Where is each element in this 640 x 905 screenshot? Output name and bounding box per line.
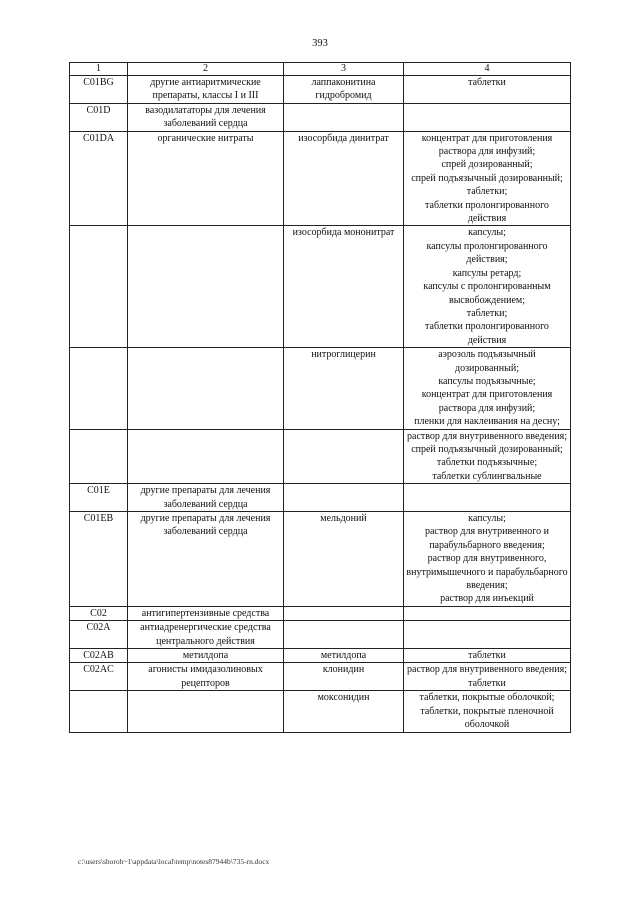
table-row	[70, 76, 571, 104]
table-row	[70, 103, 571, 131]
pharmacological-group-cell: органические нитраты	[128, 131, 284, 226]
substance-name-cell: метилдопа	[284, 649, 404, 663]
dosage-form-item: таблетки	[468, 677, 506, 689]
atc-code-cell: C01DA	[70, 131, 128, 226]
dosage-form-item: таблетки подъязычные;	[436, 457, 538, 469]
column-header: 2	[128, 63, 284, 76]
substance-name-cell: лаппаконитина гидробромид	[284, 76, 404, 104]
dosage-form-item: спрей подъязычный дозированный;	[411, 172, 563, 184]
column-header: 4	[404, 63, 571, 76]
atc-code-cell: C02AC	[70, 663, 128, 691]
dosage-form-item: капсулы;	[468, 513, 506, 524]
dosage-forms-cell	[404, 103, 571, 131]
dosage-form-item: раствор для инъекций	[440, 593, 534, 605]
table-row	[70, 621, 571, 649]
substance-name-cell	[284, 103, 404, 131]
substance-name-cell: моксонидин	[284, 691, 404, 732]
column-header: 1	[70, 63, 128, 76]
dosage-form-item: раствор для внутривенного введения;	[407, 664, 567, 676]
pharmacological-group-cell: антигипертензивные средства	[128, 606, 284, 620]
table-header-row	[70, 63, 571, 76]
dosage-forms-cell	[404, 691, 571, 732]
table-row	[70, 131, 571, 226]
atc-code-cell: C02A	[70, 621, 128, 649]
substance-name-cell: нитроглицерин	[284, 348, 404, 429]
pharmacological-group-cell	[128, 429, 284, 484]
footer-file-path: c:\users\shoroh~1\appdata\local\temp\notes87944b\735-rn.docx	[78, 857, 270, 866]
dosage-forms-cell	[404, 606, 571, 620]
atc-code-cell	[70, 226, 128, 348]
table-row	[70, 512, 571, 607]
dosage-form-item: спрей дозированный;	[441, 159, 533, 171]
atc-code-cell	[70, 429, 128, 484]
substance-name-cell: мельдоний	[284, 512, 404, 607]
substance-name-cell	[284, 429, 404, 484]
dosage-form-item: аэрозоль подъязычный дозированный;	[438, 349, 536, 374]
dosage-form-item: таблетки пролонгированного действия	[425, 199, 549, 225]
dosage-form-item: капсулы;	[468, 227, 506, 239]
table-row	[70, 226, 571, 348]
atc-code-cell: C02	[70, 606, 128, 620]
dosage-form-item: таблетки;	[466, 307, 508, 319]
dosage-form-item: таблетки, покрытые оболочкой;	[419, 692, 555, 704]
table-row	[70, 649, 571, 663]
dosage-forms-cell	[404, 429, 571, 484]
dosage-form-item: раствор для внутривенного введения;	[407, 430, 567, 442]
atc-code-cell	[70, 348, 128, 429]
atc-code-cell	[70, 691, 128, 732]
dosage-form-item: таблетки	[468, 650, 506, 662]
pharmacological-group-cell	[128, 691, 284, 732]
atc-code-cell: C01D	[70, 103, 128, 131]
dosage-forms-cell	[404, 484, 571, 512]
dosage-forms-cell	[404, 226, 571, 348]
table-row	[70, 691, 571, 732]
substance-name-cell: изосорбида динитрат	[284, 131, 404, 226]
dosage-form-item: таблетки, покрытые пленочной оболочкой	[420, 705, 554, 731]
dosage-form-item: таблетки сублингвальные	[432, 470, 542, 482]
substance-name-cell	[284, 606, 404, 620]
dosage-form-item: пленки для наклеивания на десну;	[414, 416, 560, 428]
pharmacological-group-cell	[128, 226, 284, 348]
dosage-form-item: раствор для внутривенного, внутримышечного и парабульбарного введения;	[406, 553, 568, 592]
pharmacological-group-cell: агонисты имидазолиновых рецепторов	[128, 663, 284, 691]
table-row	[70, 663, 571, 691]
dosage-form-item: концентрат для приготовления раствора для инфузий;	[421, 389, 553, 414]
dosage-forms-cell	[404, 348, 571, 429]
pharmacological-group-cell: метилдопа	[128, 649, 284, 663]
substance-name-cell: клонидин	[284, 663, 404, 691]
table-row	[70, 429, 571, 484]
dosage-form-item: капсулы пролонгированного действия;	[426, 240, 548, 266]
dosage-form-item: капсулы подъязычные;	[438, 375, 536, 387]
pharmacological-group-cell: антиадренергические средства центрального действия	[128, 621, 284, 649]
dosage-form-item: капсулы с пролонгированным высвобождением;	[423, 281, 551, 306]
drug-table	[69, 62, 571, 733]
pharmacological-group-cell: другие препараты для лечения заболеваний сердца	[128, 484, 284, 512]
table-row	[70, 606, 571, 620]
atc-code-cell: C01BG	[70, 76, 128, 104]
table-row	[70, 348, 571, 429]
table-row	[70, 484, 571, 512]
dosage-form-item: раствор для внутривенного и парабульбарного введения;	[424, 526, 549, 551]
dosage-forms-cell	[404, 76, 571, 104]
dosage-form-item: таблетки	[468, 77, 506, 88]
dosage-form-item: спрей подъязычный дозированный;	[411, 443, 563, 455]
atc-code-cell: C01EB	[70, 512, 128, 607]
pharmacological-group-cell: вазодилататоры для лечения заболеваний сердца	[128, 103, 284, 131]
substance-name-cell: изосорбида мононитрат	[284, 226, 404, 348]
page-number: 393	[312, 38, 328, 49]
pharmacological-group-cell: другие препараты для лечения заболеваний сердца	[128, 512, 284, 607]
dosage-forms-cell	[404, 621, 571, 649]
pharmacological-group-cell	[128, 348, 284, 429]
dosage-forms-cell	[404, 663, 571, 691]
dosage-form-item: таблетки;	[466, 186, 508, 198]
pharmacological-group-cell: другие антиаритмические препараты, классы I и III	[128, 76, 284, 104]
substance-name-cell	[284, 484, 404, 512]
dosage-forms-cell	[404, 649, 571, 663]
atc-code-cell: C02AB	[70, 649, 128, 663]
dosage-forms-cell	[404, 512, 571, 607]
substance-name-cell	[284, 621, 404, 649]
dosage-form-item: капсулы ретард;	[452, 267, 522, 279]
atc-code-cell: C01E	[70, 484, 128, 512]
column-header: 3	[284, 63, 404, 76]
dosage-form-item: концентрат для приготовления раствора для инфузий;	[421, 132, 553, 158]
dosage-form-item: таблетки пролонгированного действия	[425, 321, 549, 346]
dosage-forms-cell	[404, 131, 571, 226]
